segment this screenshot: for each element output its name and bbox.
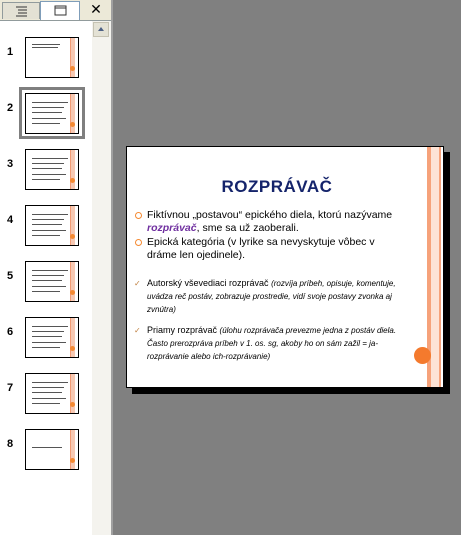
thumbnail-text-line [32, 403, 60, 404]
thumbnail-text-line [32, 447, 62, 448]
slide-canvas[interactable] [126, 146, 444, 388]
bullet-text: Priamy rozprávač [147, 325, 220, 335]
thumbnail-text-line [32, 44, 60, 45]
decor-circle [70, 178, 75, 183]
decor-stripe [439, 147, 441, 387]
bullet-paragraph-1[interactable] [147, 209, 405, 235]
slide-number: 4 [7, 214, 14, 226]
bullet-detail: (rozvíja príbeh, opisuje, komentuje, uvádza reč postáv, zobrazuje prostredie, vidí svoje postavy zvonka aj zvnútra) [147, 279, 396, 314]
slide-thumbnail[interactable] [25, 37, 79, 78]
thumbnail-text-line [32, 382, 68, 383]
thumbnail-text-line [32, 174, 66, 175]
thumbnail-text-line [32, 387, 64, 388]
bullet-text: Epická kategória (v lyrike sa nevyskytuje vôbec v dráme len ojedinele). [147, 236, 375, 261]
thumbnail-text-line [32, 275, 64, 276]
slides-pane [0, 0, 111, 535]
decor-circle [70, 66, 75, 71]
thumbnail-text-line [32, 342, 66, 343]
check-bullet-icon: ✓ [134, 279, 141, 288]
decor-stripe [431, 147, 439, 387]
decor-stripe [70, 150, 75, 189]
bullet-paragraph-2[interactable] [147, 236, 405, 262]
bullet-text: Fiktívnou „postavou“ epického diela, ktorú nazývame [147, 209, 393, 221]
thumbnail-text-line [32, 286, 66, 287]
pane-splitter[interactable] [111, 0, 113, 535]
close-icon: ✕ [90, 1, 102, 17]
decor-circle [70, 290, 75, 295]
decor-circle [414, 347, 431, 364]
slide-number: 1 [7, 46, 14, 58]
slide-title[interactable]: ROZPRÁVAČ [221, 177, 333, 196]
tab-outline[interactable] [2, 2, 40, 19]
highlighted-term: rozprávač [147, 222, 197, 234]
thumbnail-text-line [32, 214, 68, 215]
bullet-paragraph-4[interactable] [134, 324, 405, 363]
thumbnail-text-line [32, 291, 60, 292]
ring-bullet-icon [135, 212, 142, 219]
decor-stripe [70, 430, 75, 469]
ring-bullet-icon [135, 239, 142, 246]
thumbnail-text-line [32, 398, 66, 399]
slide-thumbnail[interactable] [25, 317, 79, 358]
bullet-detail: (úlohu rozprávača prevezme jedna z postáv diela. Často prerozpráva príbeh v 1. os. sg, akoby ho on sám zažil = ja-rozprávanie alebo ich-rozprávanie) [147, 326, 397, 361]
thumbnail-text-line [32, 280, 62, 281]
scroll-up-arrow-icon[interactable] [93, 22, 109, 37]
pane-tabs [0, 0, 111, 21]
thumbnail-text-line [32, 392, 62, 393]
decor-stripe [70, 374, 75, 413]
thumbnail-text-line [32, 336, 62, 337]
slide-number: 7 [7, 382, 14, 394]
bullet-paragraph-3[interactable] [134, 277, 405, 316]
thumbnail-text-line [32, 168, 62, 169]
decor-circle [70, 402, 75, 407]
thumbnail-text-line [32, 47, 58, 48]
close-pane-button[interactable] [88, 1, 104, 17]
slide-thumbnail[interactable] [25, 205, 79, 246]
decor-circle [70, 234, 75, 239]
thumbnail-text-line [32, 331, 64, 332]
slide-number: 5 [7, 270, 14, 282]
thumbnail-text-line [32, 219, 64, 220]
slide-thumbnails-list [0, 21, 92, 535]
slide-thumbnail[interactable] [25, 373, 79, 414]
decor-stripe [70, 262, 75, 301]
check-bullet-icon: ✓ [134, 326, 141, 335]
thumbnail-text-line [32, 179, 60, 180]
tab-slides[interactable] [40, 1, 80, 20]
decor-stripe [70, 206, 75, 245]
bullet-text: Autorský vševediaci rozprávač [147, 278, 272, 288]
decor-stripe [70, 318, 75, 357]
slide-icon [41, 2, 79, 19]
decor-circle [70, 458, 75, 463]
thumbnail-text-line [32, 235, 60, 236]
slide-thumbnail[interactable] [25, 261, 79, 302]
bullet-text: , sme sa už zaoberali. [196, 222, 299, 234]
thumbnail-text-line [32, 230, 66, 231]
vertical-scrollbar[interactable] [92, 21, 111, 535]
slide-number: 8 [7, 438, 14, 450]
outline-lines-icon [3, 3, 39, 18]
slide-number: 3 [7, 158, 14, 170]
thumbnail-text-line [32, 326, 68, 327]
slide-number: 2 [7, 102, 14, 114]
thumbnail-text-line [32, 347, 60, 348]
thumbnail-text-line [32, 163, 64, 164]
slide-thumbnail[interactable] [25, 429, 79, 470]
thumbnail-text-line [32, 270, 68, 271]
slide-thumbnail[interactable] [25, 149, 79, 190]
slide-number: 6 [7, 326, 14, 338]
thumbnail-text-line [32, 224, 62, 225]
thumbnail-text-line [32, 158, 68, 159]
decor-stripe [70, 38, 75, 77]
decor-circle [70, 346, 75, 351]
selected-thumbnail-frame [19, 87, 85, 139]
